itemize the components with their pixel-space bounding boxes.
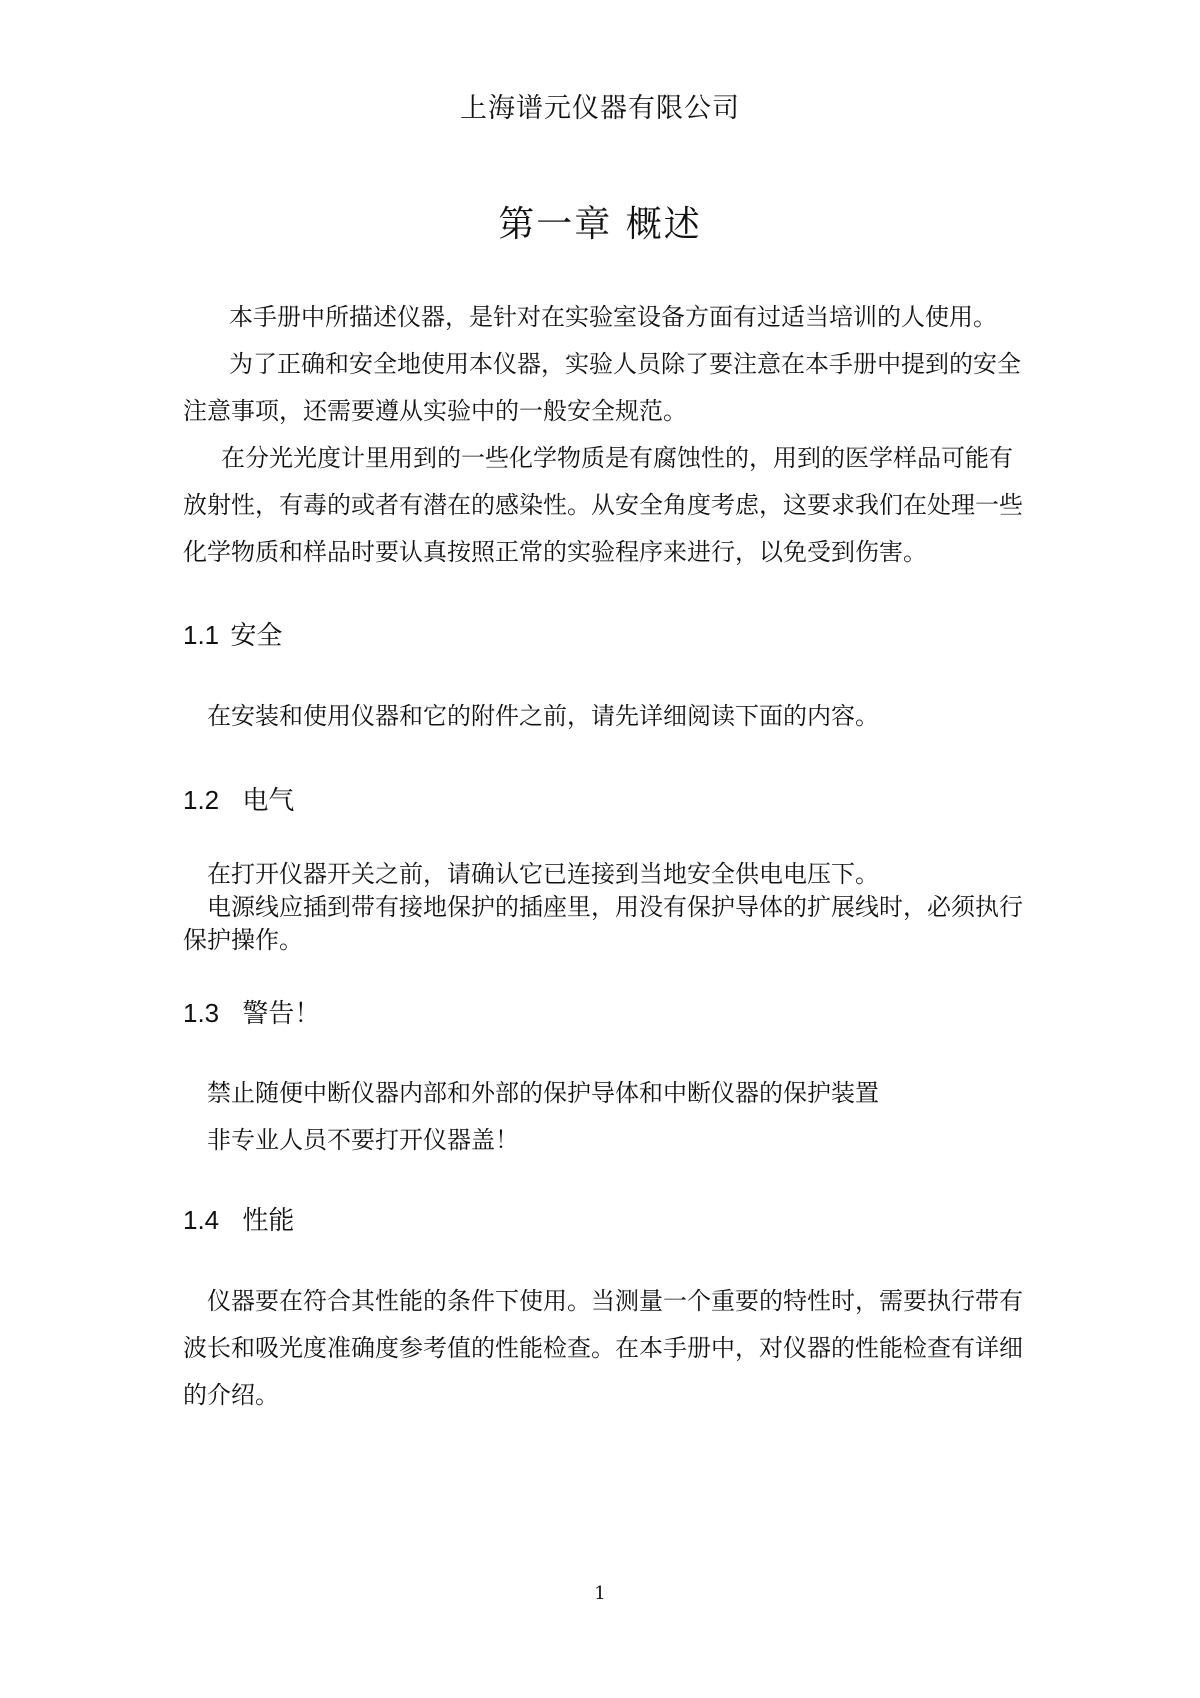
section-heading-1-3 xyxy=(183,993,320,1030)
section-body-1-2 xyxy=(183,858,1023,957)
intro-section xyxy=(183,294,1023,576)
section-number: 1.1 xyxy=(183,620,220,650)
section-body-1-4 xyxy=(183,1278,1023,1419)
section-heading-1-1 xyxy=(183,615,282,652)
section-title: 安全 xyxy=(230,620,283,650)
section-paragraph: 禁止随便中断仪器内部和外部的保护导体和中断仪器的保护装置 xyxy=(207,1079,879,1107)
intro-paragraph-2: 为了正确和安全地使用本仪器，实验人员除了要注意在本手册中提到的安全注意事项，还需要遵从实验中的一般安全规范。 xyxy=(183,350,1021,425)
section-body-1-3 xyxy=(183,1070,1023,1164)
intro-paragraph-1: 本手册中所描述仪器，是针对在实验室设备方面有过适当培训的人使用。 xyxy=(229,303,997,331)
section-paragraph: 电源线应插到带有接地保护的插座里，用没有保护导体的扩展线时，必须执行保护操作。 xyxy=(183,893,1023,954)
section-heading-1-4 xyxy=(183,1200,294,1237)
section-paragraph: 仪器要在符合其性能的条件下使用。当测量一个重要的特性时，需要执行带有波长和吸光度准确度参考值的性能检查。在本手册中，对仪器的性能检查有详细的介绍。 xyxy=(183,1287,1023,1409)
section-heading-1-2 xyxy=(183,780,294,817)
section-title: 性能 xyxy=(242,1205,295,1235)
chapter-title: 第一章 概述 xyxy=(498,204,702,245)
section-paragraph: 在打开仪器开关之前，请确认它已连接到当地安全供电电压下。 xyxy=(207,860,879,888)
company-header: 上海谱元仪器有限公司 xyxy=(460,93,740,124)
section-paragraph: 在安装和使用仪器和它的附件之前，请先详细阅读下面的内容。 xyxy=(207,702,879,730)
section-title: 电气 xyxy=(242,785,295,815)
section-number: 1.4 xyxy=(183,1205,220,1235)
section-number: 1.3 xyxy=(183,998,220,1028)
section-title: 警告！ xyxy=(242,998,321,1028)
page-number: 1 xyxy=(594,1583,606,1604)
intro-paragraph-3: 在分光光度计里用到的一些化学物质是有腐蚀性的，用到的医学样品可能有放射性，有毒的或者有潜在的感染性。从安全角度考虑，这要求我们在处理一些化学物质和样品时要认真按照正常的实验程序来进行，以免受到伤害。 xyxy=(183,444,1023,566)
section-body-1-1 xyxy=(183,693,1023,740)
section-paragraph: 非专业人员不要打开仪器盖！ xyxy=(207,1126,519,1154)
section-number: 1.2 xyxy=(183,785,220,815)
